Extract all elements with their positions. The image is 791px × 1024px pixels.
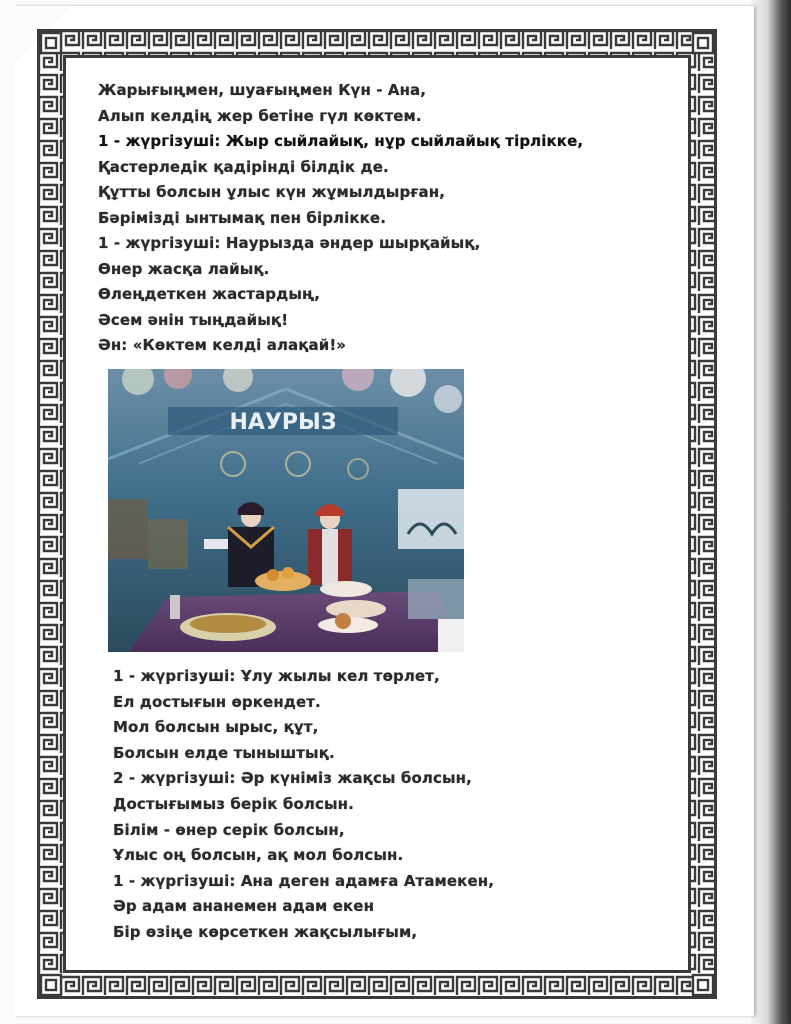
verse-line: Мол болсын ырыс, құт, (113, 718, 319, 737)
verse-line: Жарығыңмен, шуағыңмен Күн - Ана, (98, 81, 427, 99)
verse-line: Ел достығын өркендет. (113, 692, 321, 711)
verse-line: Ұлыс оң болсын, ақ мол болсын. (113, 846, 404, 865)
verse-line: Достығымыз берік болсын. (113, 794, 354, 813)
verse-line: Бәрімізді ынтымақ пен бірлікке. (98, 208, 386, 227)
verse-block-bottom (113, 664, 653, 946)
verse-line: 1 - жүргізуші: Ана деген адамға Атамекен, (113, 871, 494, 890)
verse-line: Қастерледік қадірінді білдік де. (98, 157, 389, 176)
verse-line: Болсын елде тыныштық. (113, 743, 335, 762)
nauryz-celebration-photo (108, 369, 464, 652)
verse-line: Алып келдің жер бетіне гүл көктем. (98, 106, 422, 125)
scanner-edge-shadow (751, 0, 791, 1024)
banner-text: НАУРЫЗ (229, 410, 337, 435)
verse-line: Өлеңдеткен жастардың, (98, 285, 321, 303)
verse-line: Өнер жасқа лайық. (98, 259, 270, 278)
verse-line: 1 - жүргізуші: Жыр сыйлайық, нұр сыйлайық тірлікке, (98, 132, 584, 150)
verse-line: Әр адам ананемен адам екен (113, 897, 375, 916)
verse-line: 1 - жүргізуші: Наурызда әндер шырқайық, (98, 234, 481, 252)
verse-block-top (98, 78, 658, 359)
verse-line: Құтты болсын ұлыс күн жұмылдырған, (98, 183, 446, 201)
verse-line: Бір өзіңе көрсеткен жақсылығым, (113, 922, 418, 941)
verse-line: Білім - өнер серік болсын, (113, 820, 345, 839)
verse-line: 2 - жүргізуші: Әр күніміз жақсы болсын, (113, 769, 472, 788)
verse-line: 1 - жүргізуші: Ұлу жылы кел төрлет, (113, 667, 440, 685)
verse-line: Әсем әнін тыңдайық! (98, 310, 289, 329)
song-title: Ән: «Көктем келді алақай!» (98, 336, 347, 354)
